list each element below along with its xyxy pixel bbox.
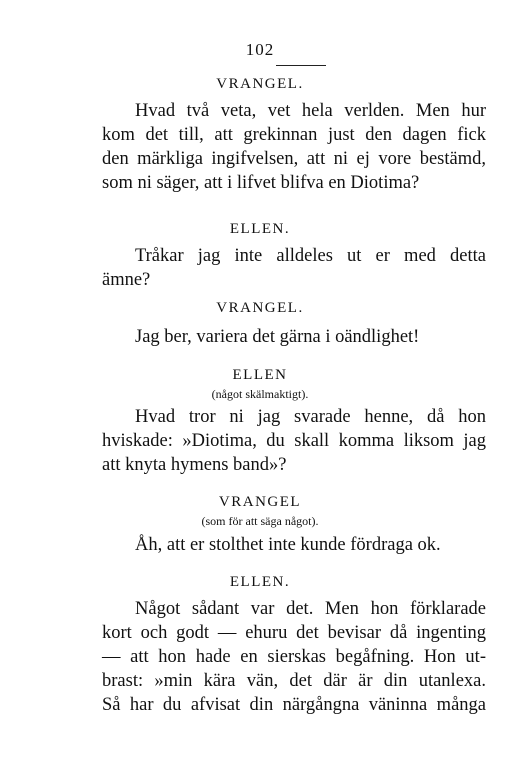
text-line: Så har du afvisat din närgångna väninna många	[102, 695, 486, 715]
text-line: kort och godt — ehuru det bevisar då ingenting	[102, 623, 486, 643]
text-line: att knyta hymens band»?	[102, 455, 287, 475]
text-line: — att hon hade en sierskas begåfning. Hon ut-	[102, 647, 486, 667]
page-number-rule	[276, 65, 326, 66]
stage-direction: (något skälmaktigt).	[211, 387, 309, 401]
text-line: Hvad tror ni jag svarade henne, då hon	[135, 407, 486, 427]
text-line: Hvad två veta, vet hela verlden. Men hur	[135, 101, 486, 121]
page-number: 102	[245, 40, 275, 59]
speaker-name: VRANGEL.	[216, 76, 304, 92]
speaker-name: ELLEN.	[229, 221, 291, 237]
text-line: kom det till, att grekinnan just den dagen fick	[102, 125, 486, 145]
text-line: Jag ber, variera det gärna i oändlighet!	[135, 327, 420, 347]
speaker-name: VRANGEL.	[216, 300, 304, 316]
speaker-name: VRANGEL	[218, 494, 302, 510]
speaker-name: ELLEN	[232, 367, 288, 383]
text-line: Åh, att er stolthet inte kunde fördraga ok.	[135, 535, 441, 555]
text-line: som ni säger, att i lifvet blifva en Diotima?	[102, 173, 420, 193]
text-line: hviskade: »Diotima, du skall komma liksom jag	[102, 431, 486, 451]
text-line: brast: »min kära vän, det där är din utanlexa.	[102, 671, 486, 691]
text-line: ämne?	[102, 270, 151, 290]
text-line: Något sådant var det. Men hon förklarade	[135, 599, 486, 619]
stage-direction: (som för att säga något).	[201, 514, 319, 528]
speaker-name: ELLEN.	[229, 574, 291, 590]
text-line: den märkliga ingifvelsen, att ni ej vore bestämd,	[102, 149, 486, 169]
text-line: Tråkar jag inte alldeles ut er med detta	[135, 246, 486, 266]
